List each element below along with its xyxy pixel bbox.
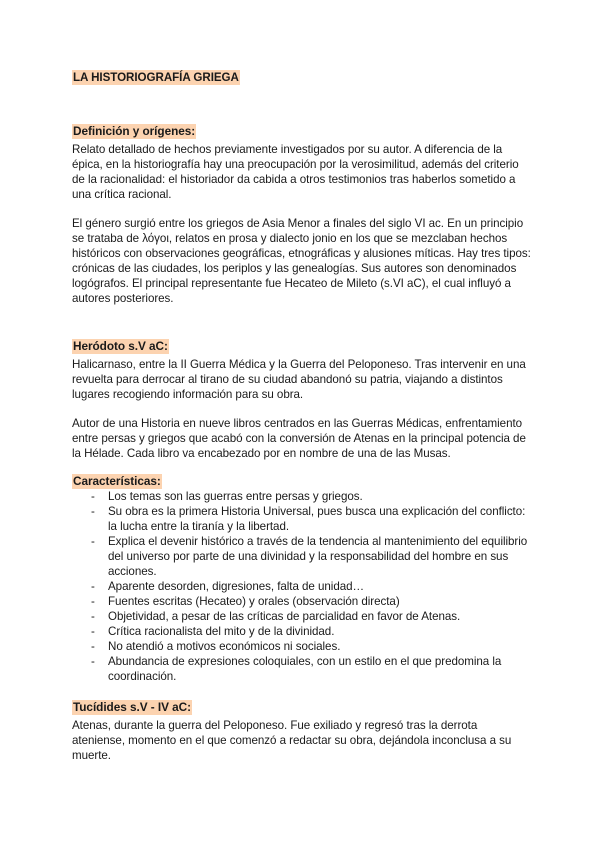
section-heading-tucidides: Tucídides s.V - IV aC: <box>73 700 191 714</box>
document-title: LA HISTORIOGRAFÍA GRIEGA <box>73 71 239 84</box>
paragraph: Atenas, durante la guerra del Peloponeso. Fue exiliado y regresó tras la derrota ateniense, momento en el que comenzó a redactar su obra, dejándola inconclusa a su muerte. <box>72 719 512 762</box>
paragraph: Autor de una Historia en nueve libros centrados en las Guerras Médicas, enfrentamiento entre persas y griegos que acabó con la conversión de Atenas en la principal potencia de la Hélade. Cada libro va encabezado por en nombre de una de las Musas. <box>72 417 526 460</box>
paragraph: Relato detallado de hechos previamente investigados por su autor. A diferencia de la épica, en la historiografía hay una preocupación por la verosimilitud, además del criterio de la racionalidad: el historiador da cabida a otros testimonios tras haberlos sometido a una crítica racional. <box>72 143 519 201</box>
list-item: - Fuentes escritas (Hecateo) y orales (observación directa) <box>91 594 532 609</box>
document-title-row <box>72 70 532 85</box>
section-caracteristicas <box>72 474 532 684</box>
characteristics-list <box>72 489 532 684</box>
section-definicion <box>72 124 532 306</box>
paragraph: El género surgió entre los griegos de Asia Menor a finales del siglo VI ac. En un principio se trataba de λόγοι, relatos en prosa y dialecto jonio en los que se mezclaban hechos históricos con observaciones geográficas, etnográficas y alusiones míticas. Hay tres tipos: crónicas de las ciudades, los periplos y las genealogías. Sus autores son denominados logógrafos. El principal representante fue Hecateo de Mileto (s.VI aC), el cual influyó a autores posteriores. <box>72 217 531 305</box>
list-item: - No atendió a motivos económicos ni sociales. <box>91 639 532 654</box>
section-tucidides <box>72 700 532 763</box>
list-item: - Los temas son las guerras entre persas y griegos. <box>91 489 532 504</box>
paragraph: Halicarnaso, entre la II Guerra Médica y la Guerra del Peloponeso. Tras intervenir en una revuelta para derrocar al tirano de su ciudad abandonó su patria, viajando a distintos lugares recogiendo información para su obra. <box>72 358 526 401</box>
section-heading-herodoto: Heródoto s.V aC: <box>73 339 168 353</box>
section-herodoto <box>72 339 532 461</box>
section-heading-caracteristicas: Características: <box>73 474 161 488</box>
list-item: - Explica el devenir histórico a través de la tendencia al mantenimiento del equilibrio del universo por parte de una divinidad y la responsabilidad del hombre en sus acciones. <box>91 534 532 579</box>
list-item: - Su obra es la primera Historia Universal, pues busca una explicación del conflicto: la lucha entre la tiranía y la libertad. <box>91 504 532 534</box>
list-item: - Objetividad, a pesar de las críticas de parcialidad en favor de Atenas. <box>91 609 532 624</box>
list-item: - Abundancia de expresiones coloquiales, con un estilo en el que predomina la coordinación. <box>91 654 532 684</box>
section-heading-definicion: Definición y orígenes: <box>73 124 196 138</box>
document-page <box>72 70 532 763</box>
list-item: - Aparente desorden, digresiones, falta de unidad… <box>91 579 532 594</box>
list-item: - Crítica racionalista del mito y de la divinidad. <box>91 624 532 639</box>
